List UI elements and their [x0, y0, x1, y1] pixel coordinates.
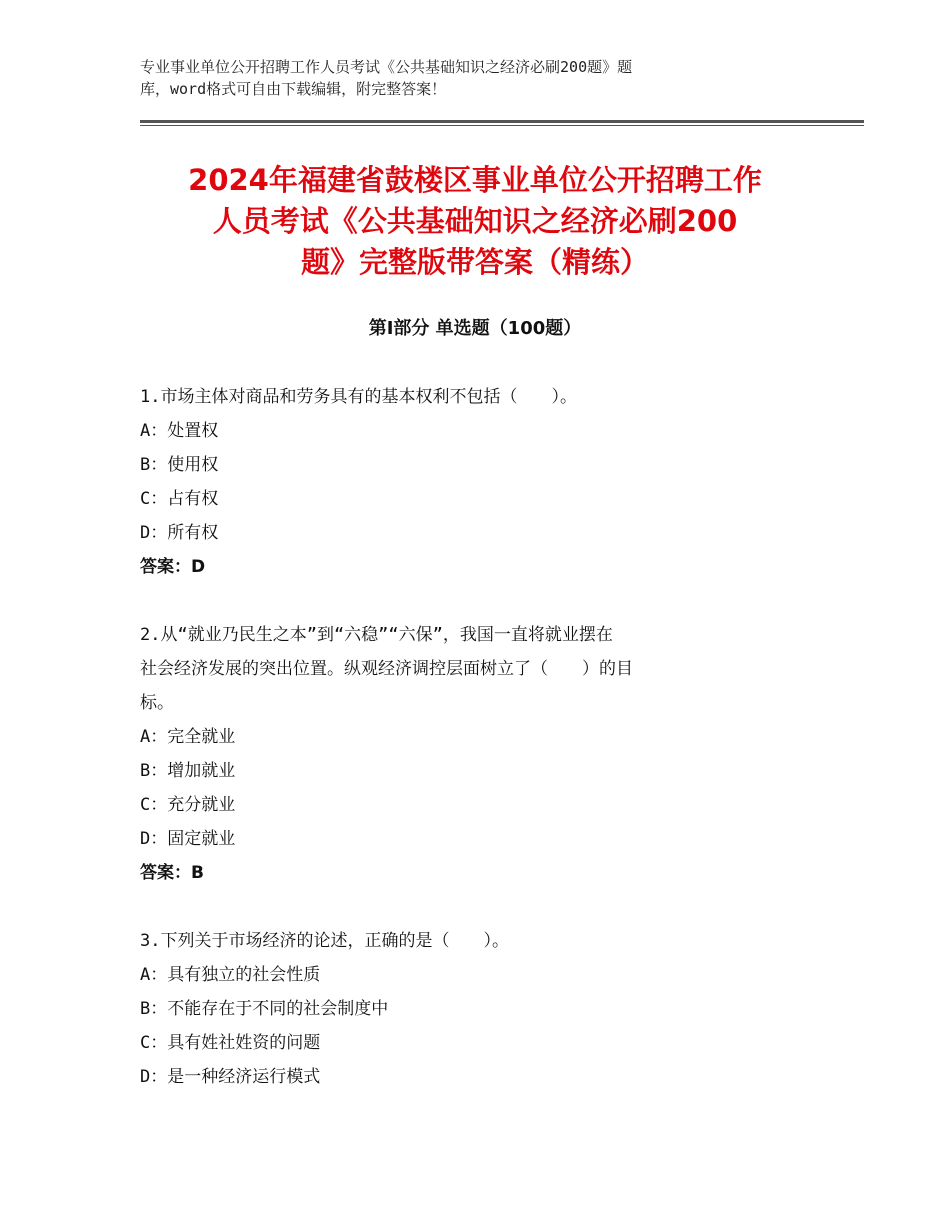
question-list — [140, 380, 800, 1128]
question-1 — [140, 380, 800, 584]
option-a: A：处置权 — [140, 421, 219, 441]
title-line-2: 人员考试《公共基础知识之经济必刷200 — [212, 204, 738, 238]
option-a: A：完全就业 — [140, 727, 236, 747]
header-divider-thin — [140, 125, 864, 126]
section-title: 第Ⅰ部分 单选题（100题） — [368, 318, 582, 339]
question-stem — [140, 380, 800, 414]
question-stem-line: 标。 — [140, 693, 174, 713]
option-d: D：是一种经济运行模式 — [140, 1067, 321, 1087]
option-a: A：具有独立的社会性质 — [140, 965, 321, 985]
document-title — [140, 160, 810, 283]
question-stem — [140, 924, 800, 958]
option-d: D：固定就业 — [140, 829, 236, 849]
question-stem — [140, 618, 800, 720]
option-b: B：不能存在于不同的社会制度中 — [140, 999, 389, 1019]
option-c: C：具有姓社姓资的问题 — [140, 1033, 321, 1053]
question-stem-line: 3.下列关于市场经济的论述，正确的是（ ）。 — [140, 931, 509, 951]
question-stem-line: 社会经济发展的突出位置。纵观经济调控层面树立了（ ）的目 — [140, 659, 633, 679]
header-note-line-2: 库，word格式可自由下载编辑，附完整答案！ — [140, 80, 447, 98]
option-b: B：增加就业 — [140, 761, 236, 781]
question-stem-line: 1.市场主体对商品和劳务具有的基本权利不包括（ ）。 — [140, 387, 577, 407]
question-stem-line: 2.从“就业乃民生之本”到“六稳”“六保”，我国一直将就业摆在 — [140, 625, 613, 645]
header-note-line-1: 专业事业单位公开招聘工作人员考试《公共基础知识之经济必刷200题》题 — [140, 58, 633, 76]
question-2 — [140, 618, 800, 890]
question-3 — [140, 924, 800, 1094]
title-line-3: 题》完整版带答案（精练） — [300, 245, 649, 279]
option-b: B：使用权 — [140, 455, 219, 475]
option-d: D：所有权 — [140, 523, 219, 543]
document-header-note — [140, 56, 780, 100]
header-divider-thick — [140, 120, 864, 123]
answer-line: 答案：D — [140, 557, 206, 577]
answer-line: 答案：B — [140, 863, 204, 883]
option-c: C：占有权 — [140, 489, 219, 509]
title-line-1: 2024年福建省鼓楼区事业单位公开招聘工作 — [188, 163, 762, 197]
option-c: C：充分就业 — [140, 795, 236, 815]
